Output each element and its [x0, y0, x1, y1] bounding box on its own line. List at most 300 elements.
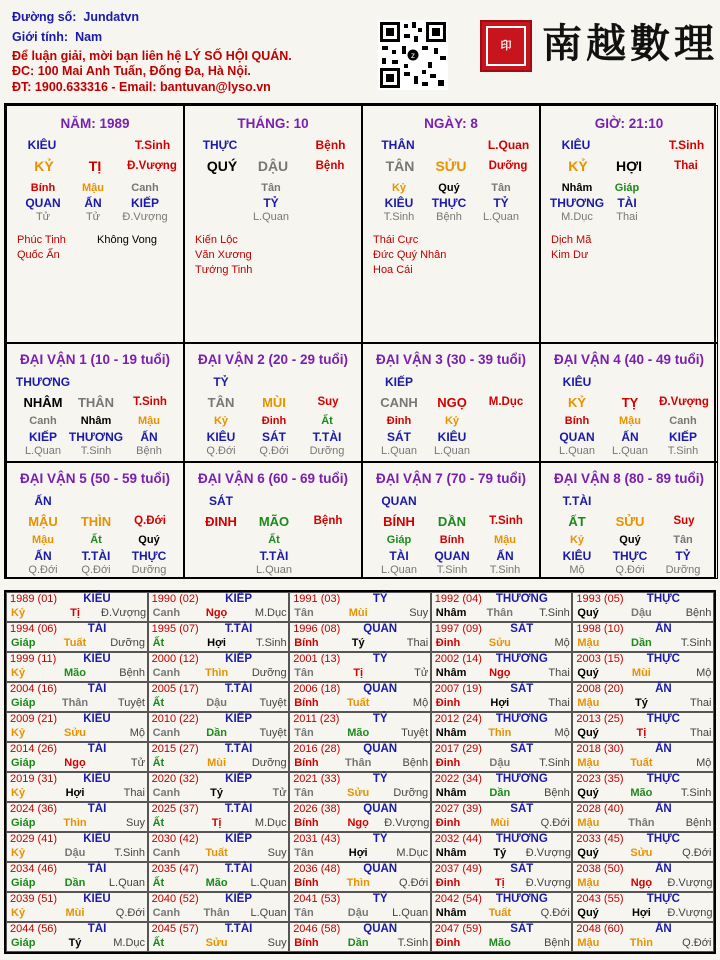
- year-branch: Thìn: [346, 877, 370, 889]
- dai-van-title: ĐẠI VẬN 6 (60 - 69 tuổi): [197, 471, 349, 486]
- year-branch: Thân: [61, 697, 89, 709]
- year-status: Tử: [272, 787, 287, 799]
- branch-status: Suy: [673, 515, 695, 527]
- year-status: Dưỡng: [393, 787, 429, 799]
- year-branch: Tý: [210, 787, 224, 799]
- year-status: Thai: [406, 637, 429, 649]
- svg-text:z: z: [411, 51, 415, 60]
- hidden-god: ẤN: [140, 430, 158, 444]
- year-stem: Quý: [577, 667, 599, 679]
- hidden-god: SÁT: [262, 430, 286, 444]
- year-branch: Dần: [631, 637, 652, 649]
- year-cell: [6, 682, 148, 712]
- year-stem: Đinh: [435, 877, 461, 889]
- year-label: 2021 (33): [293, 773, 341, 785]
- year-status: T.Sinh: [680, 637, 712, 649]
- year-stem: Giáp: [11, 937, 36, 949]
- branch-status: Suy: [317, 396, 339, 408]
- year-god: QUAN: [363, 683, 398, 695]
- hidden-god: KIẾP: [668, 430, 697, 444]
- year-stem: Nhâm: [435, 667, 467, 679]
- year-status: Bệnh: [685, 607, 712, 619]
- branch-status: Bệnh: [313, 515, 343, 527]
- dai-van-cell: [540, 462, 718, 579]
- year-stem: Đinh: [435, 757, 461, 769]
- hidden-god: THỰC: [131, 549, 167, 563]
- year-label: 2036 (48): [293, 863, 341, 875]
- year-status: Đ.Vượng: [667, 877, 713, 889]
- year-cell: [6, 712, 148, 742]
- star-label: Kiến Lộc: [195, 234, 238, 246]
- dai-van-god: ẤN: [34, 494, 52, 508]
- earthly-branch: THÌN: [80, 514, 112, 529]
- year-god: SÁT: [510, 743, 534, 755]
- year-god: KIÊU: [83, 653, 111, 665]
- dai-van-god: SÁT: [209, 494, 233, 508]
- pillar-cell: [362, 105, 540, 343]
- stem-status: Bệnh: [315, 138, 346, 152]
- year-label: 2025 (37): [151, 803, 199, 815]
- year-god: SÁT: [510, 623, 534, 635]
- year-cell: [6, 832, 148, 862]
- year-status: Bệnh: [685, 817, 712, 829]
- year-branch: Tuất: [630, 757, 653, 769]
- year-cell: [148, 802, 290, 832]
- year-branch: Thân: [486, 607, 513, 619]
- year-cell: [572, 682, 714, 712]
- year-status: L.Quan: [250, 907, 287, 919]
- year-status: Dưỡng: [251, 667, 287, 679]
- hidden-status: Tử: [85, 211, 101, 223]
- heavenly-stem: ĐINH: [205, 514, 237, 529]
- hidden-god: KIÊU: [384, 196, 414, 210]
- heavenly-stem: QUÝ: [206, 158, 238, 174]
- year-status: T.Sinh: [114, 847, 145, 859]
- year-cell: [572, 592, 714, 622]
- branch-status: Thai: [674, 160, 698, 172]
- year-status: Thai: [689, 697, 712, 709]
- year-cell: [289, 802, 431, 832]
- year-cell: [572, 712, 714, 742]
- heavenly-stem: BÍNH: [383, 514, 415, 529]
- year-stem: Mậu: [577, 697, 600, 709]
- year-cell: [289, 622, 431, 652]
- annual-luck-table: [4, 590, 716, 954]
- year-branch: Sửu: [347, 787, 370, 799]
- year-branch: Sửu: [488, 637, 511, 649]
- year-branch: Tị: [353, 667, 364, 679]
- year-god: THỰC: [646, 713, 680, 725]
- year-god: T.TÀI: [224, 923, 253, 935]
- year-label: 2018 (30): [576, 743, 624, 755]
- year-god: THỰC: [646, 893, 680, 905]
- year-stem: Giáp: [11, 817, 36, 829]
- branch-status: Đ.Vượng: [659, 396, 709, 408]
- header: [0, 0, 720, 100]
- year-branch: Mão: [347, 727, 370, 739]
- branch-status: Q.Đới: [134, 515, 166, 527]
- year-label: 1996 (08): [293, 623, 341, 635]
- hidden-stem: Canh: [29, 415, 57, 427]
- branch-status: Bệnh: [315, 160, 345, 172]
- hidden-god: QUAN: [559, 430, 595, 444]
- hidden-status: Q.Đới: [206, 445, 236, 457]
- hidden-status: Bệnh: [436, 211, 462, 223]
- year-cell: [289, 832, 431, 862]
- stem-status: T.Sinh: [668, 138, 705, 152]
- year-god: THỰC: [646, 833, 680, 845]
- hidden-god: KIÊU: [562, 549, 592, 563]
- heavenly-stem: KỶ: [34, 158, 54, 174]
- dai-van-god: THƯƠNG: [15, 375, 71, 389]
- earthly-branch: TỊ: [88, 158, 102, 174]
- year-stem: Tân: [294, 607, 314, 619]
- hidden-status: L.Quan: [482, 211, 520, 223]
- hidden-stem: Quý: [438, 182, 460, 194]
- year-branch: Mão: [488, 937, 511, 949]
- year-status: T.Sinh: [680, 787, 712, 799]
- heavenly-stem: KỶ: [568, 158, 588, 174]
- year-branch: Dậu: [489, 757, 511, 769]
- year-god: QUAN: [363, 623, 398, 635]
- dai-van-cell: [362, 343, 540, 462]
- year-stem: Bính: [294, 817, 319, 829]
- year-label: 2008 (20): [576, 683, 624, 695]
- year-stem: Đinh: [435, 817, 461, 829]
- heavenly-stem: ẤT: [568, 514, 586, 529]
- year-cell: [289, 712, 431, 742]
- year-branch: Thìn: [204, 667, 229, 679]
- hidden-stem: Kỷ: [444, 415, 460, 427]
- hidden-god: TỶ: [675, 549, 691, 563]
- year-cell: [431, 862, 573, 892]
- year-branch: Mão: [630, 787, 653, 799]
- stem-god: KIÊU: [27, 138, 57, 152]
- earthly-branch: MÙI: [262, 395, 286, 410]
- dai-van-god: T.TÀI: [562, 494, 592, 508]
- year-branch: Ngọ: [489, 667, 511, 679]
- year-status: Tuyệt: [259, 697, 287, 709]
- earthly-branch: NGỌ: [437, 395, 467, 410]
- year-god: QUAN: [363, 923, 398, 935]
- year-status: Thai: [548, 667, 570, 679]
- year-cell: [431, 832, 573, 862]
- year-stem: Đinh: [435, 937, 461, 949]
- bazi-chart-grid: [4, 103, 716, 579]
- hidden-status: Bệnh: [136, 445, 162, 457]
- year-branch: Dậu: [64, 847, 86, 859]
- year-label: 2033 (45): [576, 833, 624, 845]
- year-cell: [289, 682, 431, 712]
- year-god: SÁT: [510, 923, 534, 935]
- year-god: T.TÀI: [224, 803, 253, 815]
- year-stem: Nhâm: [435, 787, 467, 799]
- year-stem: Mậu: [577, 877, 600, 889]
- year-branch: Thìn: [629, 937, 653, 949]
- year-stem: Bính: [294, 757, 319, 769]
- year-cell: [572, 742, 714, 772]
- year-label: 2026 (38): [293, 803, 341, 815]
- year-stem: Ất: [152, 937, 165, 949]
- hidden-stem: Kỷ: [213, 415, 229, 427]
- year-cell: [431, 682, 573, 712]
- year-branch: Dậu: [631, 607, 652, 619]
- hidden-stem: Ất: [321, 415, 333, 427]
- star-label: Quốc Ấn: [17, 249, 60, 261]
- hidden-status: T.Sinh: [667, 445, 699, 457]
- star-label: Dịch Mã: [551, 234, 592, 246]
- year-cell: [572, 802, 714, 832]
- year-branch: Ngọ: [205, 607, 228, 619]
- year-stem: Nhâm: [435, 607, 467, 619]
- stem-god: THỰC: [202, 138, 238, 152]
- year-branch: Ngọ: [64, 757, 86, 769]
- year-label: 2011 (23): [293, 713, 340, 725]
- hidden-stem: Nhâm: [80, 415, 112, 427]
- year-label: 1997 (09): [434, 623, 482, 635]
- year-label: 2022 (34): [434, 773, 482, 785]
- hidden-stem: Đinh: [261, 415, 287, 427]
- year-branch: Tý: [68, 937, 82, 949]
- year-status: Đ.Vượng: [667, 907, 713, 919]
- hidden-stem: Mậu: [138, 415, 160, 427]
- year-branch: Mão: [64, 667, 86, 679]
- year-label: 1993 (05): [576, 593, 624, 605]
- year-god: THỰC: [646, 593, 680, 605]
- year-label: 2040 (52): [151, 893, 199, 905]
- hidden-stem: Kỷ: [391, 182, 407, 194]
- year-status: Mộ: [412, 697, 429, 709]
- year-label: 2005 (17): [151, 683, 199, 695]
- year-cell: [148, 592, 290, 622]
- year-label: 1991 (03): [293, 593, 341, 605]
- hidden-status: Tử: [35, 211, 51, 223]
- year-branch: Mùi: [348, 607, 368, 619]
- year-god: THƯƠNG: [495, 893, 548, 905]
- year-god: T.TÀI: [224, 743, 253, 755]
- hidden-stem: Canh: [131, 182, 159, 194]
- year-branch: Dậu: [347, 907, 369, 919]
- year-branch: Dần: [206, 727, 227, 739]
- year-god: KIẾP: [225, 713, 253, 725]
- earthly-branch: TỴ: [621, 395, 639, 410]
- hidden-god: ẤN: [496, 549, 514, 563]
- year-cell: [6, 922, 148, 952]
- year-status: Q.Đới: [682, 847, 712, 859]
- hidden-stem: Kỷ: [569, 534, 585, 546]
- year-cell: [6, 802, 148, 832]
- hidden-god: TỶ: [263, 196, 279, 210]
- year-label: 2023 (35): [576, 773, 624, 785]
- year-label: 1989 (01): [10, 593, 58, 605]
- dai-van-cell: [362, 462, 540, 579]
- year-cell: [148, 862, 290, 892]
- hidden-status: L.Quan: [380, 564, 418, 576]
- hidden-god: TÀI: [617, 196, 637, 210]
- hidden-status: L.Quan: [255, 564, 293, 576]
- year-label: 2001 (13): [293, 653, 341, 665]
- hidden-god: TỶ: [493, 196, 509, 210]
- year-status: Suy: [409, 607, 429, 619]
- dai-van-title: ĐẠI VẬN 7 (70 - 79 tuổi): [375, 471, 527, 486]
- year-god: ẤN: [655, 683, 672, 695]
- year-cell: [572, 622, 714, 652]
- star-label: Tướng Tinh: [195, 264, 253, 276]
- phone-email-line: ĐT: 1900.633316 - Email: bantuvan@lyso.vn: [12, 80, 271, 94]
- year-branch: Tị: [70, 607, 80, 619]
- year-stem: Đinh: [435, 697, 461, 709]
- year-stem: Bính: [294, 937, 319, 949]
- year-status: T.Sinh: [397, 937, 429, 949]
- pillar-title: GIỜ: 21:10: [594, 116, 664, 131]
- year-stem: Canh: [152, 727, 181, 739]
- contact-line: Để luận giải, mời bạn liên hệ LÝ SỐ HỘI QUÁN.: [12, 49, 292, 63]
- year-god: THƯƠNG: [495, 713, 548, 725]
- stem-status: T.Sinh: [134, 138, 171, 152]
- year-stem: Kỷ: [11, 847, 26, 859]
- dai-van-god: KIÊU: [562, 375, 592, 389]
- year-god: KIÊU: [83, 773, 111, 785]
- year-god: T.TÀI: [224, 623, 253, 635]
- year-god: SÁT: [510, 803, 534, 815]
- year-branch: Mão: [205, 877, 228, 889]
- hidden-status: T.Sinh: [436, 564, 468, 576]
- year-label: 1999 (11): [10, 653, 57, 665]
- year-stem: Giáp: [11, 877, 36, 889]
- year-stem: Ất: [152, 637, 165, 649]
- hidden-status: T.Sinh: [383, 211, 415, 223]
- pillar-title: NGÀY: 8: [424, 116, 478, 131]
- year-god: THƯƠNG: [495, 773, 548, 785]
- year-label: 2014 (26): [10, 743, 58, 755]
- year-stem: Kỷ: [11, 727, 26, 739]
- year-branch: Tý: [493, 847, 507, 859]
- hidden-status: Dưỡng: [309, 445, 345, 457]
- year-status: Suy: [267, 847, 287, 859]
- year-god: THỰC: [646, 773, 680, 785]
- year-stem: Mậu: [577, 937, 600, 949]
- year-branch: Thân: [203, 907, 230, 919]
- year-cell: [572, 892, 714, 922]
- year-label: 2020 (32): [151, 773, 199, 785]
- year-status: Suy: [126, 817, 145, 829]
- stem-god: THÂN: [381, 138, 415, 152]
- year-cell: [289, 892, 431, 922]
- heavenly-stem: CANH: [380, 395, 418, 410]
- year-cell: [289, 742, 431, 772]
- year-label: 2032 (44): [434, 833, 482, 845]
- year-stem: Tân: [294, 667, 314, 679]
- year-status: Tuyệt: [259, 727, 287, 739]
- dai-van-title: ĐẠI VẬN 8 (80 - 89 tuổi): [553, 471, 705, 486]
- year-stem: Kỷ: [11, 907, 26, 919]
- year-label: 2029 (41): [10, 833, 58, 845]
- branch-status: Đ.Vượng: [127, 160, 177, 172]
- hidden-stem: Giáp: [614, 182, 640, 194]
- year-god: T.TÀI: [224, 683, 253, 695]
- year-cell: [289, 862, 431, 892]
- stem-status: L.Quan: [487, 138, 530, 152]
- year-label: 2013 (25): [576, 713, 624, 725]
- dai-van-cell: [184, 462, 362, 579]
- year-label: 2034 (46): [10, 863, 58, 875]
- year-cell: [148, 652, 290, 682]
- hidden-status: Q.Đới: [28, 564, 58, 576]
- hidden-god: QUAN: [25, 196, 61, 210]
- year-status: L.Quan: [108, 877, 145, 889]
- year-branch: Dần: [347, 937, 369, 949]
- year-status: Thai: [689, 727, 712, 739]
- year-branch: Hợi: [65, 787, 85, 799]
- star-label: Đức Quý Nhân: [373, 249, 447, 261]
- year-stem: Tân: [294, 787, 314, 799]
- earthly-branch: THÂN: [77, 395, 115, 410]
- earthly-branch: DẬU: [257, 158, 289, 174]
- year-god: KIÊU: [83, 713, 111, 725]
- year-cell: [572, 772, 714, 802]
- earthly-branch: DẦN: [437, 514, 467, 529]
- year-label: 1990 (02): [151, 593, 199, 605]
- year-god: QUAN: [363, 803, 398, 815]
- dai-van-cell: [6, 343, 184, 462]
- year-label: 2030 (42): [151, 833, 199, 845]
- year-cell: [431, 802, 573, 832]
- year-god: ẤN: [655, 623, 672, 635]
- branch-status: T.Sinh: [133, 396, 167, 408]
- heavenly-stem: KỶ: [567, 395, 587, 410]
- hidden-stem: Giáp: [386, 534, 412, 546]
- year-cell: [6, 892, 148, 922]
- year-status: L.Quan: [250, 877, 287, 889]
- hidden-god: KIÊU: [206, 430, 236, 444]
- year-stem: Kỷ: [11, 667, 26, 679]
- year-branch: Mùi: [631, 667, 651, 679]
- year-label: 2004 (16): [10, 683, 58, 695]
- year-status: Dưỡng: [110, 637, 145, 649]
- year-stem: Giáp: [11, 697, 36, 709]
- pillar-title: NĂM: 1989: [60, 116, 130, 131]
- hidden-status: L.Quan: [24, 445, 62, 457]
- year-god: TỶ: [372, 773, 388, 785]
- branch-status: T.Sinh: [489, 515, 523, 527]
- year-label: 1995 (07): [151, 623, 199, 635]
- year-branch: Tý: [351, 637, 365, 649]
- year-stem: Bính: [294, 877, 319, 889]
- hidden-status: Đ.Vượng: [122, 211, 168, 223]
- hidden-status: L.Quan: [433, 445, 471, 457]
- year-status: T.Sinh: [539, 607, 570, 619]
- year-label: 2037 (49): [434, 863, 482, 875]
- year-cell: [431, 592, 573, 622]
- year-branch: Tị: [636, 727, 647, 739]
- year-stem: Nhâm: [435, 907, 467, 919]
- hidden-stem: Nhâm: [561, 182, 593, 194]
- gender-line: Giới tính: Nam: [12, 30, 103, 44]
- year-god: TÀI: [87, 743, 107, 755]
- year-stem: Quý: [577, 847, 599, 859]
- qr-code-icon[interactable]: [378, 20, 448, 90]
- hidden-status: Thai: [616, 211, 638, 223]
- year-cell: [431, 772, 573, 802]
- year-branch: Ngọ: [347, 817, 369, 829]
- year-branch: Thân: [345, 757, 372, 769]
- year-stem: Nhâm: [435, 727, 467, 739]
- hidden-status: L.Quan: [611, 445, 649, 457]
- year-label: 2028 (40): [576, 803, 624, 815]
- year-cell: [572, 652, 714, 682]
- hidden-god: ẤN: [621, 430, 639, 444]
- heavenly-stem: TÂN: [385, 158, 415, 174]
